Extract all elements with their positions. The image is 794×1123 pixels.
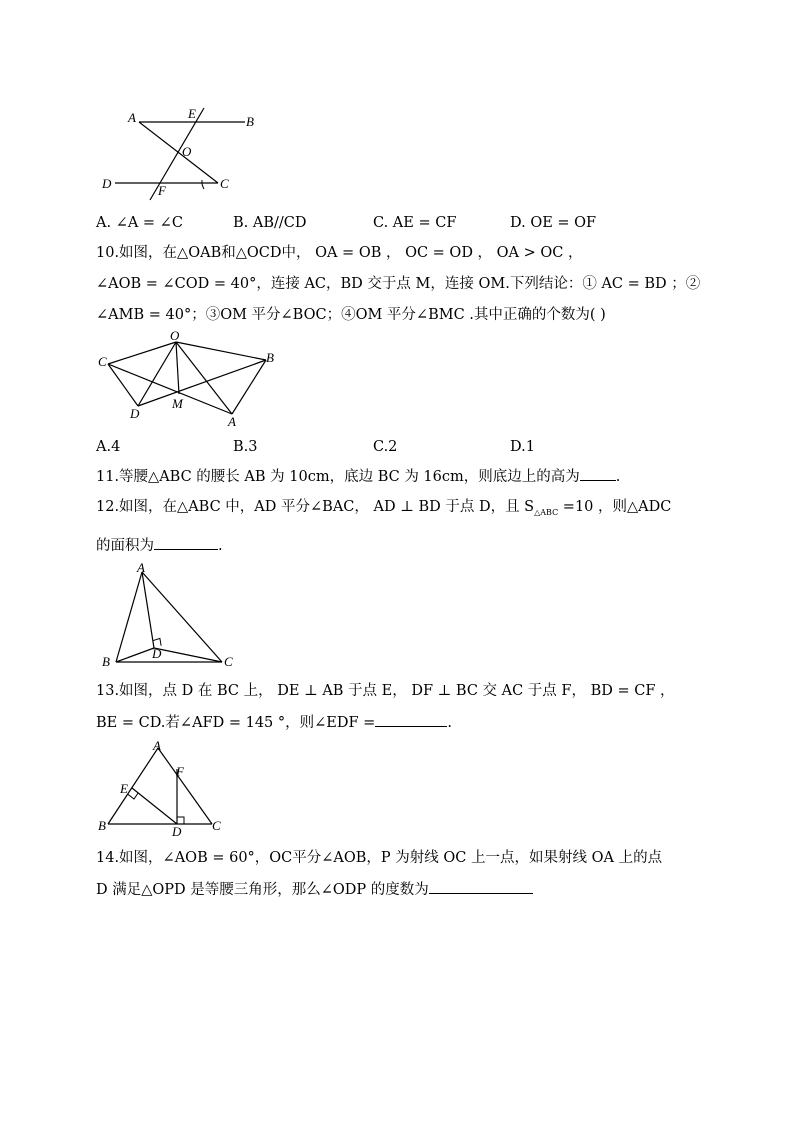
label-A: A xyxy=(153,738,161,753)
label-A: A xyxy=(228,414,236,429)
q13-line-2 xyxy=(96,712,452,733)
q13-end: . xyxy=(447,715,452,731)
label-F: F xyxy=(176,764,184,779)
q9-option-a[interactable]: A. ∠A = ∠C xyxy=(96,215,183,231)
figure-q12 xyxy=(96,560,246,672)
q10-option-c[interactable]: C.2 xyxy=(373,439,398,455)
label-M: M xyxy=(172,396,183,411)
label-C: C xyxy=(98,354,107,369)
q12-text-b: =10 ，则△ADC xyxy=(558,499,672,515)
label-D: D xyxy=(130,406,140,421)
q9-option-b[interactable]: B. AB//CD xyxy=(233,215,307,231)
label-A: A xyxy=(137,560,145,575)
label-E: E xyxy=(188,106,196,121)
q9-option-d[interactable]: D. OE = OF xyxy=(510,215,597,231)
q12-answer-blank[interactable] xyxy=(154,535,218,550)
figure-q9 xyxy=(96,100,266,200)
label-B: B xyxy=(102,654,110,669)
q12-line-1 xyxy=(96,497,671,523)
q12-text-a: 12.如图，在△ABC 中，AD 平分∠BAC， AD ⊥ BD 于点 D，且 S xyxy=(96,499,535,515)
q9-option-c[interactable]: C. AE = CF xyxy=(373,215,457,231)
figure-q13 xyxy=(96,738,236,838)
q10-option-a[interactable]: A.4 xyxy=(96,439,121,455)
q12-text-c: 的面积为 xyxy=(96,538,154,554)
q11-line xyxy=(96,466,620,487)
figure-q10 xyxy=(96,330,286,430)
q12-line-2 xyxy=(96,535,223,556)
q14-answer-blank[interactable] xyxy=(429,879,533,894)
label-D: D xyxy=(172,824,182,839)
q13-text: BE = CD.若∠AFD = 145 °，则∠EDF = xyxy=(96,715,376,731)
q14-line-1: 14.如图，∠AOB = 60°，OC平分∠AOB，P 为射线 OC 上一点，如果射线 OA 上的点 xyxy=(96,850,663,866)
label-F: F xyxy=(158,183,166,198)
q10-line-1: 10.如图，在△OAB和△OCD中， OA = OB ， OC = OD ， OA > OC ， xyxy=(96,245,583,261)
q10-option-d[interactable]: D.1 xyxy=(510,439,535,455)
q10-option-b[interactable]: B.3 xyxy=(233,439,258,455)
q13-answer-blank[interactable] xyxy=(375,712,447,727)
q11-answer-blank[interactable] xyxy=(580,466,616,481)
q14-line-2 xyxy=(96,879,533,900)
q11-text: 11.等腰△ABC 的腰长 AB 为 10cm，底边 BC 为 16cm，则底边上的高为 xyxy=(96,469,580,485)
q10-line-3: ∠AMB = 40°；③OM 平分∠BOC；④OM 平分∠BMC .其中正确的个数为( ) xyxy=(96,307,606,323)
label-O: O xyxy=(182,144,192,159)
label-D: D xyxy=(152,646,162,661)
label-B: B xyxy=(266,350,274,365)
label-A: A xyxy=(128,110,136,125)
label-B: B xyxy=(98,818,106,833)
q11-end: . xyxy=(615,469,621,485)
q14-text: D 满足△OPD 是等腰三角形，那么∠ODP 的度数为 xyxy=(96,882,429,898)
label-C: C xyxy=(212,818,221,833)
q12-end: . xyxy=(218,538,223,554)
label-C: C xyxy=(220,176,229,191)
label-B: B xyxy=(246,114,254,129)
q12-subscript: △ABC xyxy=(534,507,559,517)
q13-line-1: 13.如图，点 D 在 BC 上， DE ⊥ AB 于点 E， DF ⊥ BC 交 AC 于点 F， BD = CF ， xyxy=(96,683,675,699)
label-C: C xyxy=(224,654,233,669)
q10-line-2: ∠AOB = ∠COD = 40°，连接 AC，BD 交于点 M，连接 OM.下列结论：① AC = BD ；② xyxy=(96,276,701,292)
label-O: O xyxy=(170,328,180,343)
label-E: E xyxy=(120,781,128,796)
label-D: D xyxy=(102,176,112,191)
